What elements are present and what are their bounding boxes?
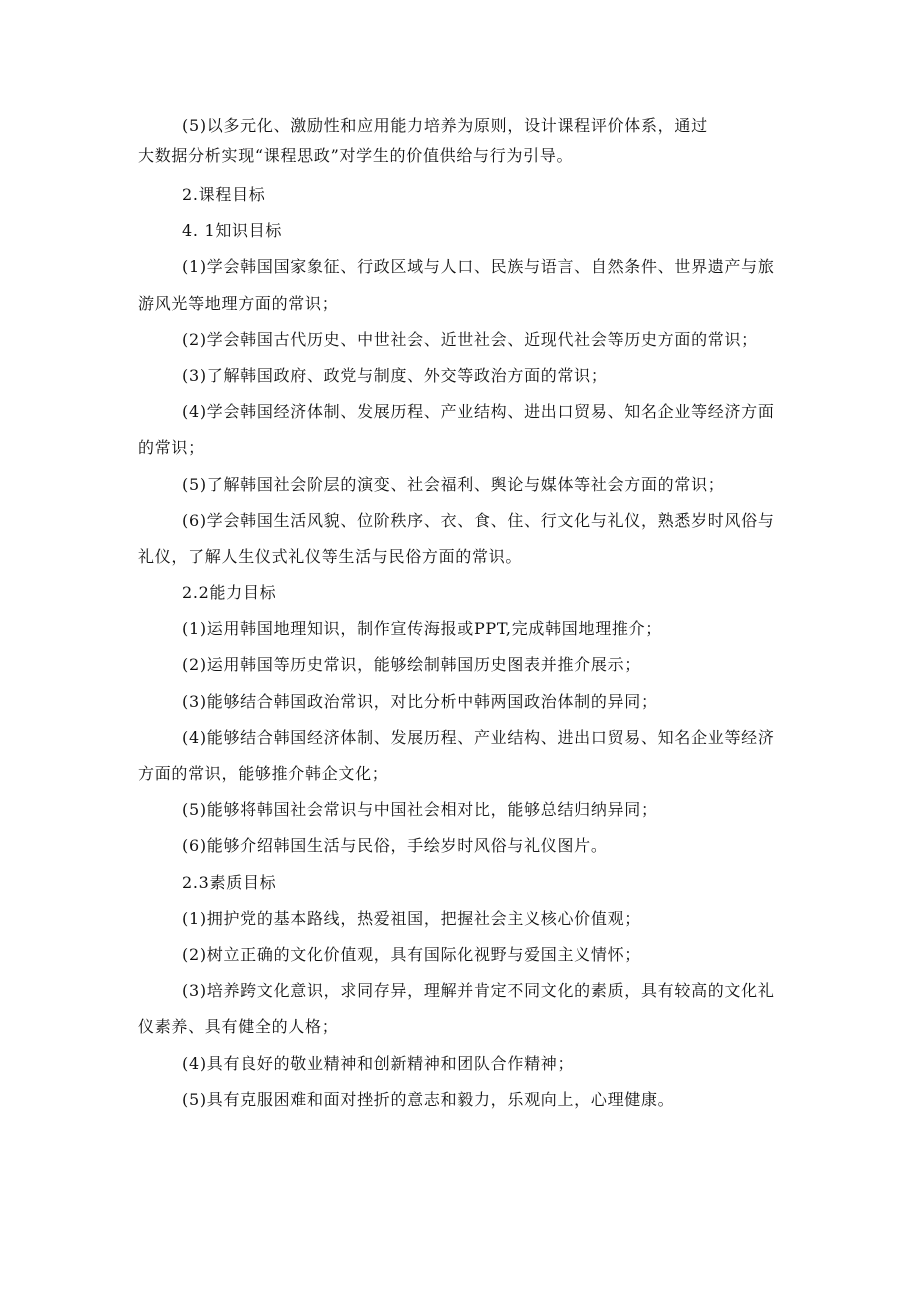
knowledge-item-6-line-2: 礼仪，了解人生仪式礼仪等生活与民俗方面的常识。: [138, 546, 523, 566]
ability-heading: 2.2能力目标: [182, 583, 277, 603]
quality-item-1: (1)拥护党的基本路线，热爱祖国，把握社会主义核心价值观；: [182, 908, 641, 928]
knowledge-item-3: (3)了解韩国政府、政党与制度、外交等政治方面的常识；: [182, 365, 608, 385]
ability-item-1: (1)运用韩国地理知识，制作宣传海报或PPT,完成韩国地理推介；: [182, 619, 663, 639]
intro-line-2: 大数据分析实现“课程思政”对学生的价值供给与行为引导。: [138, 146, 574, 165]
ability-item-2: (2)运用韩国等历史常识，能够绘制韩国历史图表并推介展示；: [182, 655, 641, 675]
intro-line-1: (5)以多元化、激励性和应用能力培养为原则，设计课程评价体系，通过: [182, 116, 708, 135]
ability-item-4-line-2: 方面的常识，能够推介韩企文化；: [138, 764, 389, 783]
document-page: [138, 111, 788, 1118]
quality-heading: 2.3素质目标: [182, 872, 277, 892]
knowledge-heading: 4. 1知识目标: [182, 221, 283, 241]
knowledge-item-5: (5)了解韩国社会阶层的演变、社会福利、舆论与媒体等社会方面的常识；: [182, 474, 725, 494]
knowledge-item-1-line-2: 游风光等地理方面的常识；: [138, 293, 339, 313]
ability-item-3: (3)能够结合韩国政治常识，对比分析中韩两国政治体制的异同；: [182, 691, 658, 711]
quality-item-3-line-1: (3)培养跨文化意识，求同存异，理解并肯定不同文化的素质，具有较高的文化礼: [182, 981, 775, 1001]
ability-item-5: (5)能够将韩国社会常识与中国社会相对比，能够总结归纳异同；: [182, 800, 658, 820]
knowledge-item-2: (2)学会韩国古代历史、中世社会、近世社会、近现代社会等历史方面的常识；: [182, 329, 758, 349]
ability-item-6: (6)能够介绍韩国生活与民俗，手绘岁时风俗与礼仪图片。: [182, 836, 608, 856]
quality-item-5: (5)具有克服困难和面对挫折的意志和毅力，乐观向上，心理健康。: [182, 1089, 675, 1109]
quality-item-2: (2)树立正确的文化价值观，具有国际化视野与爱国主义情怀；: [182, 944, 641, 964]
knowledge-item-6-line-1: (6)学会韩国生活风貌、位阶秩序、衣、食、住、行文化与礼仪，熟悉岁时风俗与: [182, 510, 775, 530]
knowledge-item-4-line-1: (4)学会韩国经济体制、发展历程、产业结构、进出口贸易、知名企业等经济方面: [182, 402, 775, 422]
quality-item-4: (4)具有良好的敬业精神和创新精神和团队合作精神；: [182, 1053, 575, 1073]
knowledge-item-1-line-1: (1)学会韩国国家象征、行政区域与人口、民族与语言、自然条件、世界遗产与旅: [182, 257, 775, 277]
quality-item-3-line-2: 仪素养、具有健全的人格；: [138, 1017, 339, 1037]
section-title: 2.课程目标: [182, 185, 266, 204]
ability-item-4-line-1: (4)能够结合韩国经济体制、发展历程、产业结构、进出口贸易、知名企业等经济: [182, 727, 775, 747]
knowledge-item-4-line-2: 的常识；: [138, 438, 205, 458]
